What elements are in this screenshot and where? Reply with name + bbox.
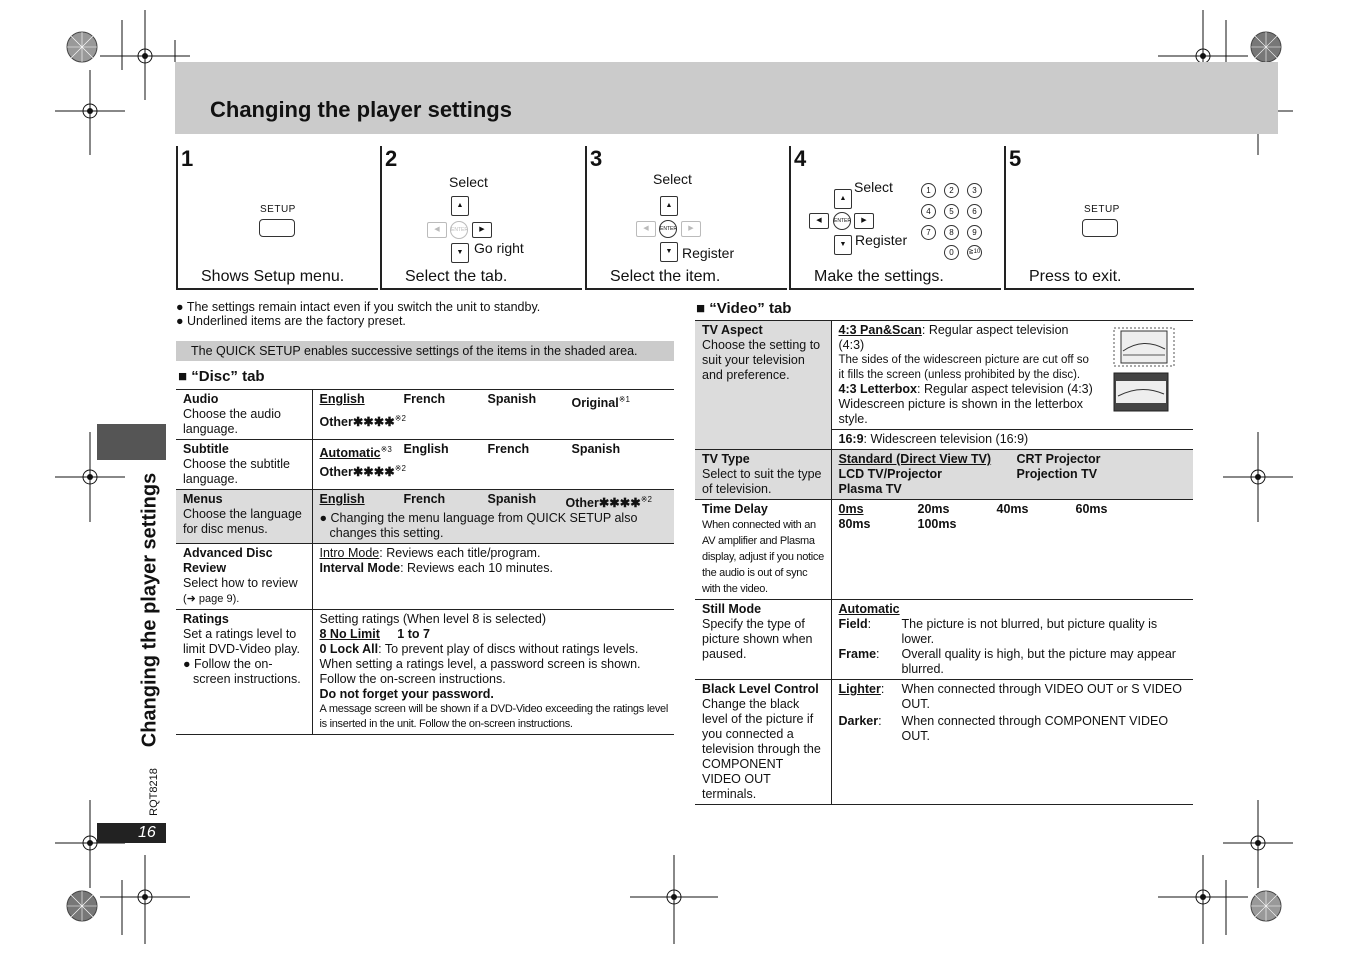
- step-caption: Press to exit.: [1029, 268, 1122, 285]
- table-row: Black Level Control Change the black level of the picture if you connected a television through the COMPONENT VIDEO OUT terminals. Lighter: When connected through VIDEO OUT or S VIDEO OUT. Darker: When connected through COMPONENT VIDEO OUT.: [695, 680, 1193, 805]
- number-key-icon: 7: [921, 225, 936, 240]
- up-arrow-icon: ▲: [834, 189, 852, 209]
- right-arrow-icon: ▶: [854, 213, 874, 229]
- setup-button-icon: [259, 219, 295, 237]
- number-key-icon: 6: [967, 204, 982, 219]
- register-label: Register: [682, 245, 735, 261]
- disc-tab-table: [176, 389, 674, 735]
- table-row: Time Delay When connected with an AV amplifier and Plasma display, adjust if you notice the audio is out of sync with the video. 0ms 20ms 40ms 60ms 80ms 100ms: [695, 500, 1193, 600]
- table-row: TV Aspect Choose the setting to suit your television and preference. 4:3 Pan&Scan: Regular aspect television (4:3) The sides of the widescreen picture are cut off so it fills the screen (unless prohibited by the disc). 4:3 Letterbox: Regular aspect television (4:3) Widescreen picture is shown in the letterbox style.: [695, 321, 1193, 430]
- step-number: 5: [1009, 146, 1022, 171]
- left-arrow-icon: ◀: [636, 221, 656, 237]
- select-label: Select: [449, 174, 488, 190]
- up-arrow-icon: ▲: [660, 196, 678, 216]
- step-number: 4: [794, 146, 807, 171]
- step-5: [1004, 146, 1194, 290]
- video-tab-table: [695, 320, 1193, 805]
- table-row: Audio Choose the audio language. English French Spanish Original※1 Other✱✱✱✱$^{※2}$: [176, 390, 674, 440]
- number-key-icon: 3: [967, 183, 982, 198]
- enter-icon: ENTER: [450, 221, 468, 239]
- step-caption: Shows Setup menu.: [201, 268, 345, 285]
- number-key-icon: ≧10: [967, 245, 982, 260]
- left-arrow-icon: ◀: [427, 222, 447, 238]
- right-arrow-icon: ▶: [472, 222, 492, 238]
- register-label: Register: [855, 232, 908, 248]
- go-right-label: Go right: [474, 240, 524, 256]
- table-row: Ratings Set a ratings level to limit DVD-Video play. ● Follow the on-screen instructions. Setting ratings (When level 8 is selected) 8 No Limit 1 to 7 0 Lock All: To prevent play of discs without ratings levels. When setting a ratings level, a password screen is shown. Follow the on-screen instructions. Do not forget your password. A message screen will be shown if a DVD-Video exceeding the ratings level is inserted in the unit. Follow the on-screen instructions.: [176, 610, 674, 735]
- table-row: Still Mode Specify the type of picture shown when paused. Automatic Field: The picture is not blurred, but picture quality is lower. Frame: Overall quality is high, but the picture may appear blurred.: [695, 600, 1193, 680]
- step-2: [380, 146, 582, 290]
- document-code: RQT8218: [148, 768, 160, 816]
- page-title: Changing the player settings: [210, 97, 512, 122]
- step-caption: Select the item.: [610, 268, 721, 285]
- note-underlined: ● Underlined items are the factory preset.: [176, 314, 406, 328]
- step-4: [789, 146, 1001, 290]
- setup-button-label: SETUP: [1084, 204, 1120, 215]
- number-key-icon: 2: [944, 183, 959, 198]
- table-row: Menus Choose the language for disc menus. English French Spanish Other✱✱✱✱※2 ● Changing the menu language from QUICK SETUP also changes this setting.: [176, 490, 674, 544]
- setup-button-icon: [1082, 219, 1118, 237]
- page-number: 16: [138, 824, 156, 841]
- step-1: [176, 146, 378, 290]
- table-row: 16:9: Widescreen television (16:9): [695, 430, 1193, 450]
- number-key-icon: 0: [944, 245, 959, 260]
- table-row: Advanced Disc Review Select how to review (➜ page 9). Intro Mode: Reviews each title/program. Interval Mode: Reviews each 10 minutes.: [176, 544, 674, 610]
- step-caption: Select the tab.: [405, 268, 508, 285]
- side-section-title: Changing the player settings: [138, 472, 161, 748]
- setup-button-label: SETUP: [260, 204, 296, 215]
- letterbox-tv-icon: [1113, 372, 1169, 412]
- step-3: [585, 146, 787, 290]
- enter-icon: ENTER: [659, 220, 677, 238]
- number-key-icon: 5: [944, 204, 959, 219]
- step-number: 2: [385, 146, 398, 171]
- number-key-icon: 4: [921, 204, 936, 219]
- video-tab-heading: ■ “Video” tab: [696, 300, 792, 317]
- number-key-icon: 8: [944, 225, 959, 240]
- down-arrow-icon: ▼: [660, 242, 678, 262]
- right-arrow-icon: ▶: [681, 221, 701, 237]
- table-row: Subtitle Choose the subtitle language. Automatic※3 English French Spanish Other✱✱✱✱$^{※2}$: [176, 440, 674, 490]
- up-arrow-icon: ▲: [451, 196, 469, 216]
- note-standby: ● The settings remain intact even if you switch the unit to standby.: [176, 300, 541, 314]
- number-key-icon: 9: [967, 225, 982, 240]
- down-arrow-icon: ▼: [834, 235, 852, 255]
- enter-icon: ENTER: [833, 212, 851, 230]
- step-number: 1: [181, 146, 194, 171]
- step-caption: Make the settings.: [814, 268, 944, 285]
- disc-tab-heading: ■ “Disc” tab: [178, 368, 265, 385]
- quick-setup-bar: The QUICK SETUP enables successive settings of the items in the shaded area.: [176, 341, 674, 361]
- side-tab-block: [97, 424, 166, 460]
- number-key-icon: 1: [921, 183, 936, 198]
- left-arrow-icon: ◀: [809, 213, 829, 229]
- down-arrow-icon: ▼: [451, 243, 469, 263]
- table-row: TV Type Select to suit the type of television. Standard (Direct View TV) CRT Projector LCD TV/Projector Projection TV Plasma TV: [695, 450, 1193, 500]
- select-label: Select: [653, 171, 692, 187]
- select-label: Select: [854, 179, 893, 195]
- step-number: 3: [590, 146, 603, 171]
- pan-scan-tv-icon: [1113, 327, 1175, 367]
